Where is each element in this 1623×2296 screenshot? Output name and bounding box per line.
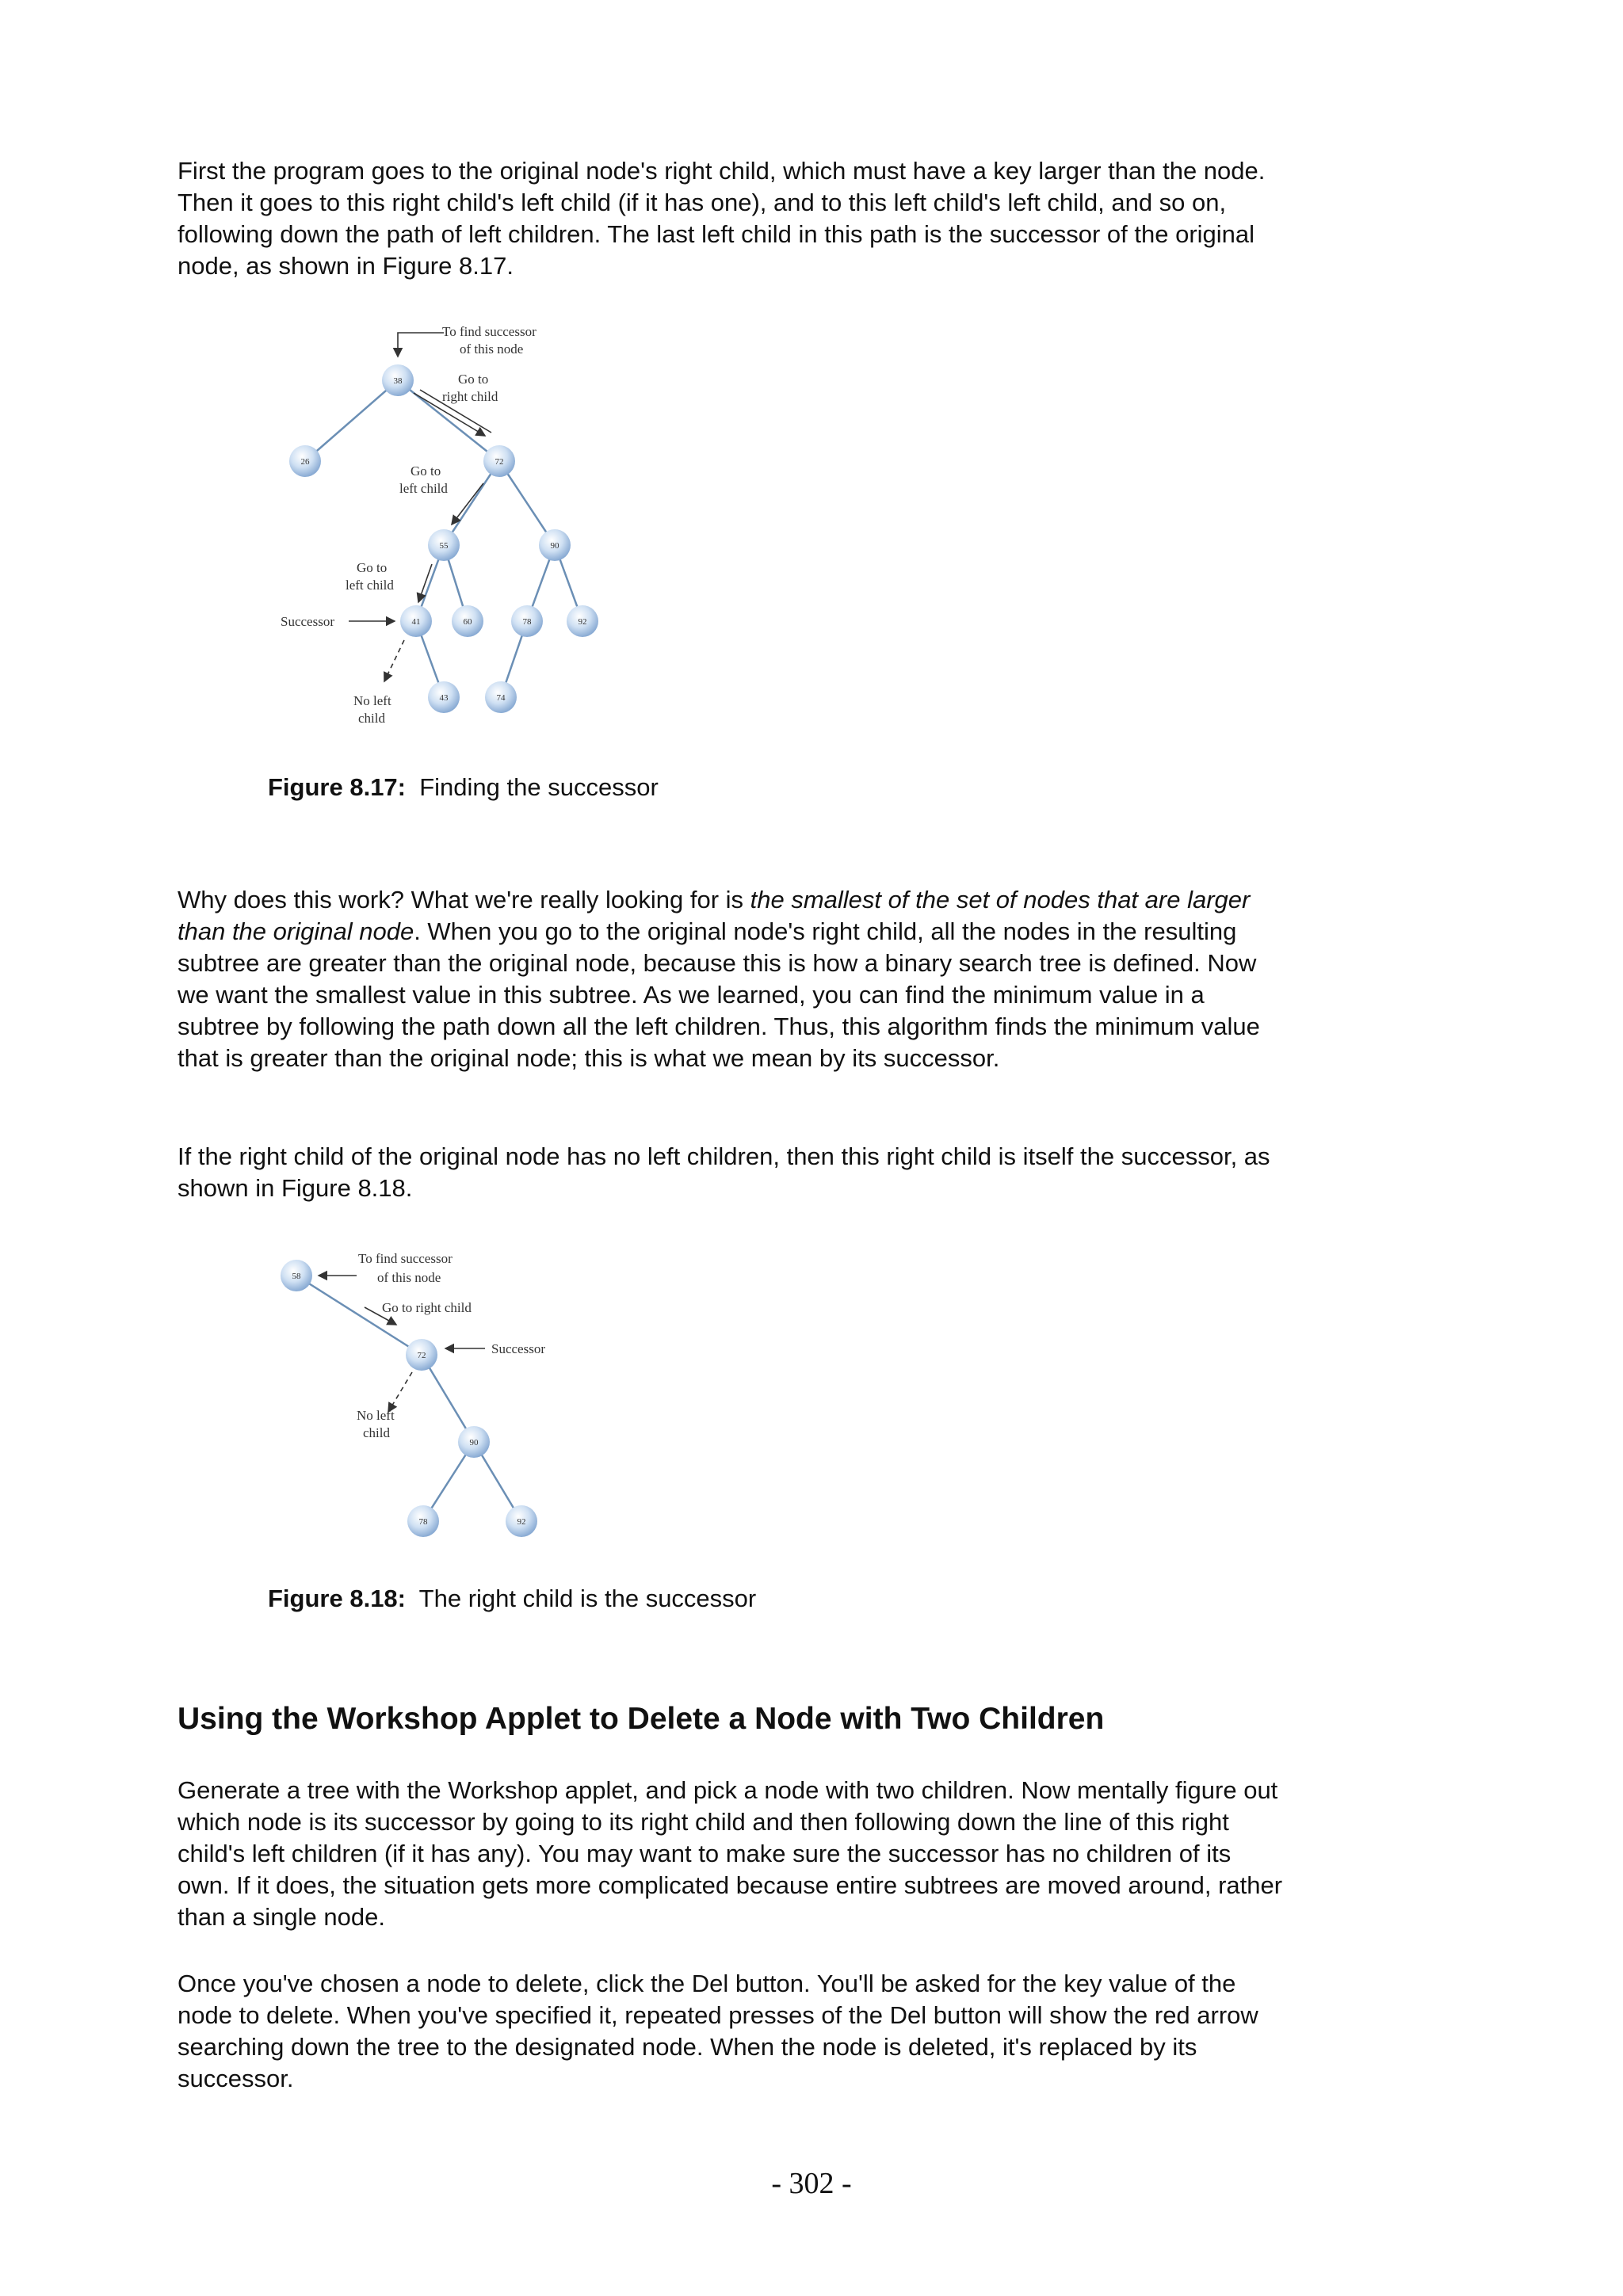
section-heading: Using the Workshop Applet to Delete a Node with Two Children <box>178 1702 1105 1736</box>
svg-text:92: 92 <box>517 1517 526 1527</box>
node-72-b <box>406 1339 437 1371</box>
figure-8-17-diagram <box>269 317 610 737</box>
label-go-left-1-line2: left child <box>399 481 448 496</box>
svg-text:43: 43 <box>439 693 449 703</box>
label-go-left-1-line1: Go to <box>411 463 441 479</box>
node-26 <box>289 445 321 477</box>
label-find-successor-2-line2: of this node <box>377 1270 441 1285</box>
node-60 <box>452 605 483 637</box>
svg-text:74: 74 <box>496 693 506 703</box>
node-92-b <box>506 1505 537 1537</box>
node-58 <box>281 1260 312 1291</box>
svg-text:90: 90 <box>550 541 559 551</box>
label-go-right-line1: Go to <box>458 372 489 387</box>
label-find-successor-line2: of this node <box>460 341 524 357</box>
svg-text:92: 92 <box>578 617 587 627</box>
label-go-left-2-line2: left child <box>346 578 394 593</box>
node-41 <box>400 605 432 637</box>
label-find-successor-2-line1: To find successor <box>358 1251 453 1266</box>
label-go-left-2-line1: Go to <box>357 560 388 575</box>
label-go-right-line2: right child <box>442 389 498 404</box>
label-no-left-line1: No left <box>353 693 391 708</box>
svg-text:72: 72 <box>417 1351 426 1360</box>
figure-8-18-diagram <box>277 1242 579 1551</box>
label-go-right-2: Go to right child <box>382 1300 472 1315</box>
svg-text:38: 38 <box>393 376 403 386</box>
arrow-find-successor <box>398 333 444 357</box>
svg-text:26: 26 <box>300 457 310 467</box>
label-no-left-line2: child <box>358 711 385 726</box>
node-43 <box>428 681 460 713</box>
arrow-go-left-child-1 <box>452 483 483 524</box>
node-55 <box>428 529 460 561</box>
node-38 <box>382 364 414 396</box>
label-no-left-2-line1: No left <box>357 1408 395 1423</box>
node-72 <box>483 445 515 477</box>
label-successor-2: Successor <box>491 1341 545 1356</box>
label-successor: Successor <box>281 614 334 629</box>
figure-8-17-caption: Figure 8.17: Finding the successor <box>268 773 659 801</box>
svg-text:72: 72 <box>495 457 504 467</box>
paragraph-successor-path: First the program goes to the original node's right child, which must have a key larger than the node. Then it goes to this right child's left child (if it has one), and to this left child's left child, and so on, following down the path of left children. The last left child in this path is the successor of the original node, as shown in Figure 8.17. <box>178 157 1266 280</box>
svg-text:90: 90 <box>469 1438 479 1447</box>
node-90-b <box>458 1426 490 1458</box>
node-74 <box>485 681 517 713</box>
svg-text:55: 55 <box>439 541 449 551</box>
page-number: - 302 - <box>771 2167 852 2200</box>
label-find-successor-line1: To find successor <box>442 324 537 339</box>
figure-8-18-caption: Figure 8.18: The right child is the successor <box>268 1585 757 1612</box>
paragraph-workshop-applet: Generate a tree with the Workshop applet, and pick a node with two children. Now mentally figure out which node is its successor by going to its right child and then following down the line of this right child's left children (if it has any). You may want to make sure the successor has no children of its own. If it does, the situation gets more complicated because entire subtrees are moved around, rather than a single node. <box>178 1776 1283 1931</box>
svg-text:58: 58 <box>292 1272 301 1281</box>
label-no-left-2-line2: child <box>363 1425 390 1440</box>
node-90 <box>539 529 571 561</box>
arrow-no-left-child <box>384 640 404 681</box>
node-78 <box>511 605 543 637</box>
node-78-b <box>407 1505 439 1537</box>
svg-text:78: 78 <box>522 617 532 627</box>
arrow-no-left-child-2 <box>388 1372 412 1412</box>
svg-text:78: 78 <box>418 1517 428 1527</box>
svg-text:60: 60 <box>463 617 472 627</box>
paragraph-right-child-successor: If the right child of the original node has no left children, then this right child is itself the successor, as shown in Figure 8.18. <box>178 1142 1270 1202</box>
paragraph-del-button: Once you've chosen a node to delete, click the Del button. You'll be asked for the key value of the node to delete. When you've specified it, repeated presses of the Del button will show the red arrow searching down the tree to the designated node. When the node is deleted, it's replaced by its successor. <box>178 1970 1258 2092</box>
node-92 <box>567 605 598 637</box>
paragraph-why-this-works: Why does this work? What we're really looking for is the smallest of the set of nodes that are larger than the original node. When you go to the original node's right child, all the nodes in the resulting subtree are greater than the original node, because this is how a binary search tree is defined. Now we want the smallest value in this subtree. As we learned, you can find the minimum value in a subtree by following the path down all the left children. Thus, this algorithm finds the minimum value that is greater than the original node; this is what we mean by its successor. <box>178 886 1260 1072</box>
svg-text:41: 41 <box>411 617 421 627</box>
